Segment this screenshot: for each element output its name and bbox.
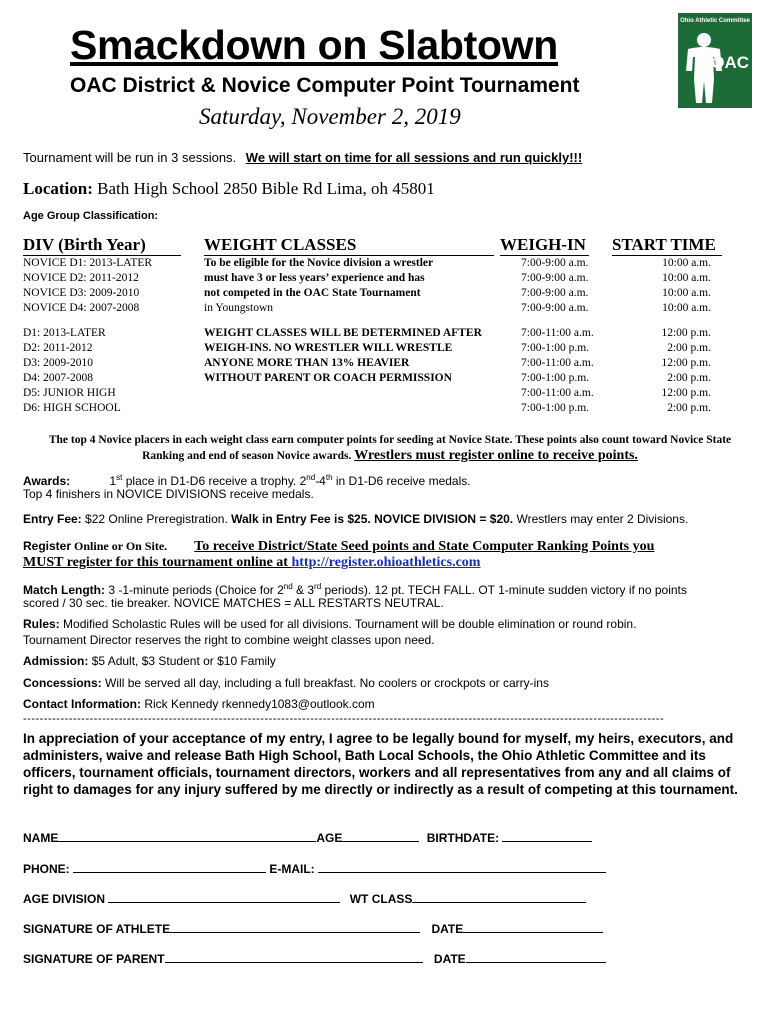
location-value: Bath High School 2850 Bible Rd Lima, oh 45801 bbox=[97, 179, 435, 198]
location-line bbox=[23, 179, 435, 199]
register-options: Online or On Site. bbox=[74, 539, 168, 553]
eligibility-line: in Youngstown bbox=[204, 302, 274, 314]
rules-line bbox=[23, 616, 636, 632]
age-label: AGE bbox=[316, 831, 343, 845]
entry-fee-online: $22 Online Preregistration. bbox=[85, 512, 228, 526]
contact-value: Rick Kennedy rkennedy1083@outlook.com bbox=[144, 697, 375, 711]
wt-class-field[interactable] bbox=[412, 891, 586, 903]
start-cell: 10:00 a.m. bbox=[662, 257, 711, 269]
date-label-1: DATE bbox=[431, 922, 464, 936]
rules-label: Rules: bbox=[23, 617, 60, 631]
register-note: Wrestlers must register online to receive points. bbox=[354, 448, 638, 463]
name-label: NAME bbox=[23, 831, 59, 845]
sessions-emphasis: We will start on time for all sessions and run quickly!!! bbox=[245, 150, 583, 165]
form-row-division bbox=[23, 891, 586, 906]
separator: ---------------------------------------------------------------------------------------------------------------------------------------------------------- bbox=[23, 713, 665, 725]
eligibility-line: not competed in the OAC State Tournament bbox=[204, 287, 421, 299]
date-field-1[interactable] bbox=[463, 921, 603, 933]
start-cell: 10:00 a.m. bbox=[662, 302, 711, 314]
register-label: Register bbox=[23, 539, 72, 553]
division-row: D4: 2007-2008 bbox=[23, 372, 93, 384]
col-header-start: START TIME bbox=[612, 235, 722, 256]
form-row-phone bbox=[23, 861, 606, 876]
concessions-label: Concessions: bbox=[23, 676, 102, 690]
date-field-2[interactable] bbox=[466, 951, 606, 963]
district-start bbox=[640, 326, 711, 416]
admission-label: Admission: bbox=[23, 654, 89, 668]
parent-signature-field[interactable] bbox=[165, 951, 423, 963]
match-length-label: Match Length: bbox=[23, 583, 105, 597]
match-length-line2: scored / 30 sec. tie breaker. NOVICE MATCHES = ALL RESTARTS NEUTRAL. bbox=[23, 596, 444, 610]
novice-points-note bbox=[30, 432, 750, 464]
match-length-text: 3 -1-minute periods (Choice for 2nd & 3rd periods). 12 pt. TECH FALL. OT 1-minute sudden victory if no points bbox=[108, 582, 687, 597]
district-weighin bbox=[521, 326, 594, 416]
contact-label: Contact Information: bbox=[23, 697, 141, 711]
division-row: NOVICE D4: 2007-2008 bbox=[23, 302, 140, 314]
division-row: NOVICE D1: 2013-LATER bbox=[23, 257, 153, 269]
age-group-label: Age Group Classification: bbox=[23, 210, 159, 222]
start-cell: 10:00 a.m. bbox=[662, 287, 711, 299]
concessions-value: Will be served all day, including a full breakfast. No coolers or crockpots or carry-ins bbox=[105, 676, 549, 690]
page-title: Smackdown on Slabtown bbox=[70, 22, 559, 68]
novice-weighin bbox=[521, 256, 588, 316]
weighin-cell: 7:00-1:00 p.m. bbox=[521, 342, 590, 354]
sessions-text: Tournament will be run in 3 sessions. bbox=[23, 150, 237, 165]
awards-text: 1st place in D1-D6 receive a trophy. 2nd-4th in D1-D6 receive medals. bbox=[109, 473, 471, 488]
logo-text: OAC bbox=[711, 53, 749, 72]
novice-divisions bbox=[23, 256, 152, 316]
division-row: D1: 2013-LATER bbox=[23, 327, 106, 339]
novice-note-text: The top 4 Novice placers in each weight class earn computer points for seeding at Novice State. These points also count toward Novice State Ranking and end of season Novice awards. bbox=[48, 434, 732, 462]
rules-line2: Tournament Director reserves the right to combine weight classes upon need. bbox=[23, 633, 435, 647]
weight-note-line: ANYONE MORE THAN 13% HEAVIER bbox=[204, 357, 410, 369]
email-field[interactable] bbox=[318, 861, 606, 873]
location-label: Location: bbox=[23, 179, 93, 198]
register-must-line bbox=[23, 555, 480, 571]
col-header-weight: WEIGHT CLASSES bbox=[204, 235, 494, 256]
division-row: D6: HIGH SCHOOL bbox=[23, 402, 121, 414]
register-line bbox=[23, 538, 654, 555]
col-header-div: DIV (Birth Year) bbox=[23, 235, 181, 256]
phone-label: PHONE: bbox=[23, 862, 70, 876]
age-division-field[interactable] bbox=[108, 891, 340, 903]
division-row: D3: 2009-2010 bbox=[23, 357, 93, 369]
entry-fee-label: Entry Fee: bbox=[23, 512, 82, 526]
sessions-line bbox=[23, 150, 582, 165]
email-label: E-MAIL: bbox=[269, 862, 315, 876]
register-link[interactable]: http://register.ohioathletics.com bbox=[291, 555, 481, 570]
start-cell: 12:00 p.m. bbox=[661, 327, 711, 339]
birthdate-label: BIRTHDATE: bbox=[426, 831, 500, 845]
logo-caption: Ohio Athletic Committee bbox=[678, 13, 752, 29]
weight-class-note bbox=[204, 326, 482, 386]
entry-fee-line bbox=[23, 511, 688, 527]
awards-novice: Top 4 finishers in NOVICE DIVISIONS receive medals. bbox=[23, 487, 314, 501]
form-row-parent-signature bbox=[23, 951, 606, 966]
eligibility-line: To be eligible for the Novice division a wrestler bbox=[204, 257, 434, 269]
weighin-cell: 7:00-9:00 a.m. bbox=[521, 287, 589, 299]
weighin-cell: 7:00-9:00 a.m. bbox=[521, 302, 589, 314]
weighin-cell: 7:00-9:00 a.m. bbox=[521, 257, 589, 269]
event-date: Saturday, November 2, 2019 bbox=[199, 104, 461, 129]
district-divisions bbox=[23, 326, 121, 416]
division-row: D2: 2011-2012 bbox=[23, 342, 93, 354]
col-header-weighin: WEIGH-IN bbox=[500, 235, 589, 256]
entry-fee-walkin: Walk in Entry Fee is $25. NOVICE DIVISION = $20. bbox=[231, 512, 514, 526]
start-cell: 12:00 p.m. bbox=[661, 387, 711, 399]
register-points: To receive District/State Seed points and State Computer Ranking Points you bbox=[194, 539, 655, 554]
weighin-cell: 7:00-1:00 p.m. bbox=[521, 402, 590, 414]
parent-signature-label: SIGNATURE OF PARENT bbox=[23, 952, 165, 966]
oac-logo bbox=[678, 13, 752, 108]
age-field[interactable] bbox=[342, 830, 419, 842]
weighin-cell: 7:00-1:00 p.m. bbox=[521, 372, 590, 384]
athlete-signature-field[interactable] bbox=[170, 921, 420, 933]
entry-fee-note: Wrestlers may enter 2 Divisions. bbox=[516, 512, 689, 526]
division-row: D5: JUNIOR HIGH bbox=[23, 387, 116, 399]
novice-start bbox=[640, 256, 711, 316]
eligibility-line: must have 3 or less years’ experience and has bbox=[204, 272, 425, 284]
phone-field[interactable] bbox=[73, 861, 266, 873]
age-division-label: AGE DIVISION bbox=[23, 892, 106, 906]
contact-line bbox=[23, 696, 375, 712]
weight-note-line: WITHOUT PARENT OR COACH PERMISSION bbox=[204, 372, 452, 384]
start-cell: 2:00 p.m. bbox=[667, 372, 711, 384]
date-label-2: DATE bbox=[433, 952, 466, 966]
division-row: NOVICE D3: 2009-2010 bbox=[23, 287, 140, 299]
admission-value: $5 Adult, $3 Student or $10 Family bbox=[91, 654, 276, 668]
weight-note-line: WEIGHT CLASSES WILL BE DETERMINED AFTER bbox=[204, 327, 482, 339]
weighin-cell: 7:00-9:00 a.m. bbox=[521, 272, 589, 284]
birthdate-field[interactable] bbox=[502, 830, 592, 842]
wt-class-label: WT CLASS bbox=[349, 892, 413, 906]
rules-text: Modified Scholastic Rules will be used for all divisions. Tournament will be double elimination or round robin. bbox=[63, 617, 637, 631]
start-cell: 12:00 p.m. bbox=[661, 357, 711, 369]
weighin-cell: 7:00-11:00 a.m. bbox=[521, 327, 594, 339]
weight-note-line: WEIGH-INS. NO WRESTLER WILL WRESTLE bbox=[204, 342, 453, 354]
division-row: NOVICE D2: 2011-2012 bbox=[23, 272, 139, 284]
form-row-name bbox=[23, 830, 592, 845]
admission-line bbox=[23, 653, 276, 669]
name-field[interactable] bbox=[58, 830, 316, 842]
page-subtitle: OAC District & Novice Computer Point Tournament bbox=[70, 74, 580, 97]
start-cell: 2:00 p.m. bbox=[667, 342, 711, 354]
weighin-cell: 7:00-11:00 a.m. bbox=[521, 387, 594, 399]
start-cell: 10:00 a.m. bbox=[662, 272, 711, 284]
start-cell: 2:00 p.m. bbox=[667, 402, 711, 414]
liability-release: In appreciation of your acceptance of my entry, I agree to be legally bound for myself, my heirs, executors, and administers, waive and release Bath High School, Bath Local Schools, the Ohio Athletic Committee and its officers, tournament officials, tournament directors, workers and all representatives from any and all claims of right to damages for any injury suffered by me directly or indirectly as a result of competing at this tournament. bbox=[23, 731, 738, 797]
awards-label: Awards: bbox=[23, 474, 71, 488]
form-row-athlete-signature bbox=[23, 921, 603, 936]
register-must: MUST register for this tournament online at bbox=[23, 555, 288, 570]
novice-eligibility bbox=[204, 256, 433, 316]
weighin-cell: 7:00-11:00 a.m. bbox=[521, 357, 594, 369]
athlete-signature-label: SIGNATURE OF ATHLETE bbox=[23, 922, 171, 936]
concessions-line bbox=[23, 675, 549, 691]
